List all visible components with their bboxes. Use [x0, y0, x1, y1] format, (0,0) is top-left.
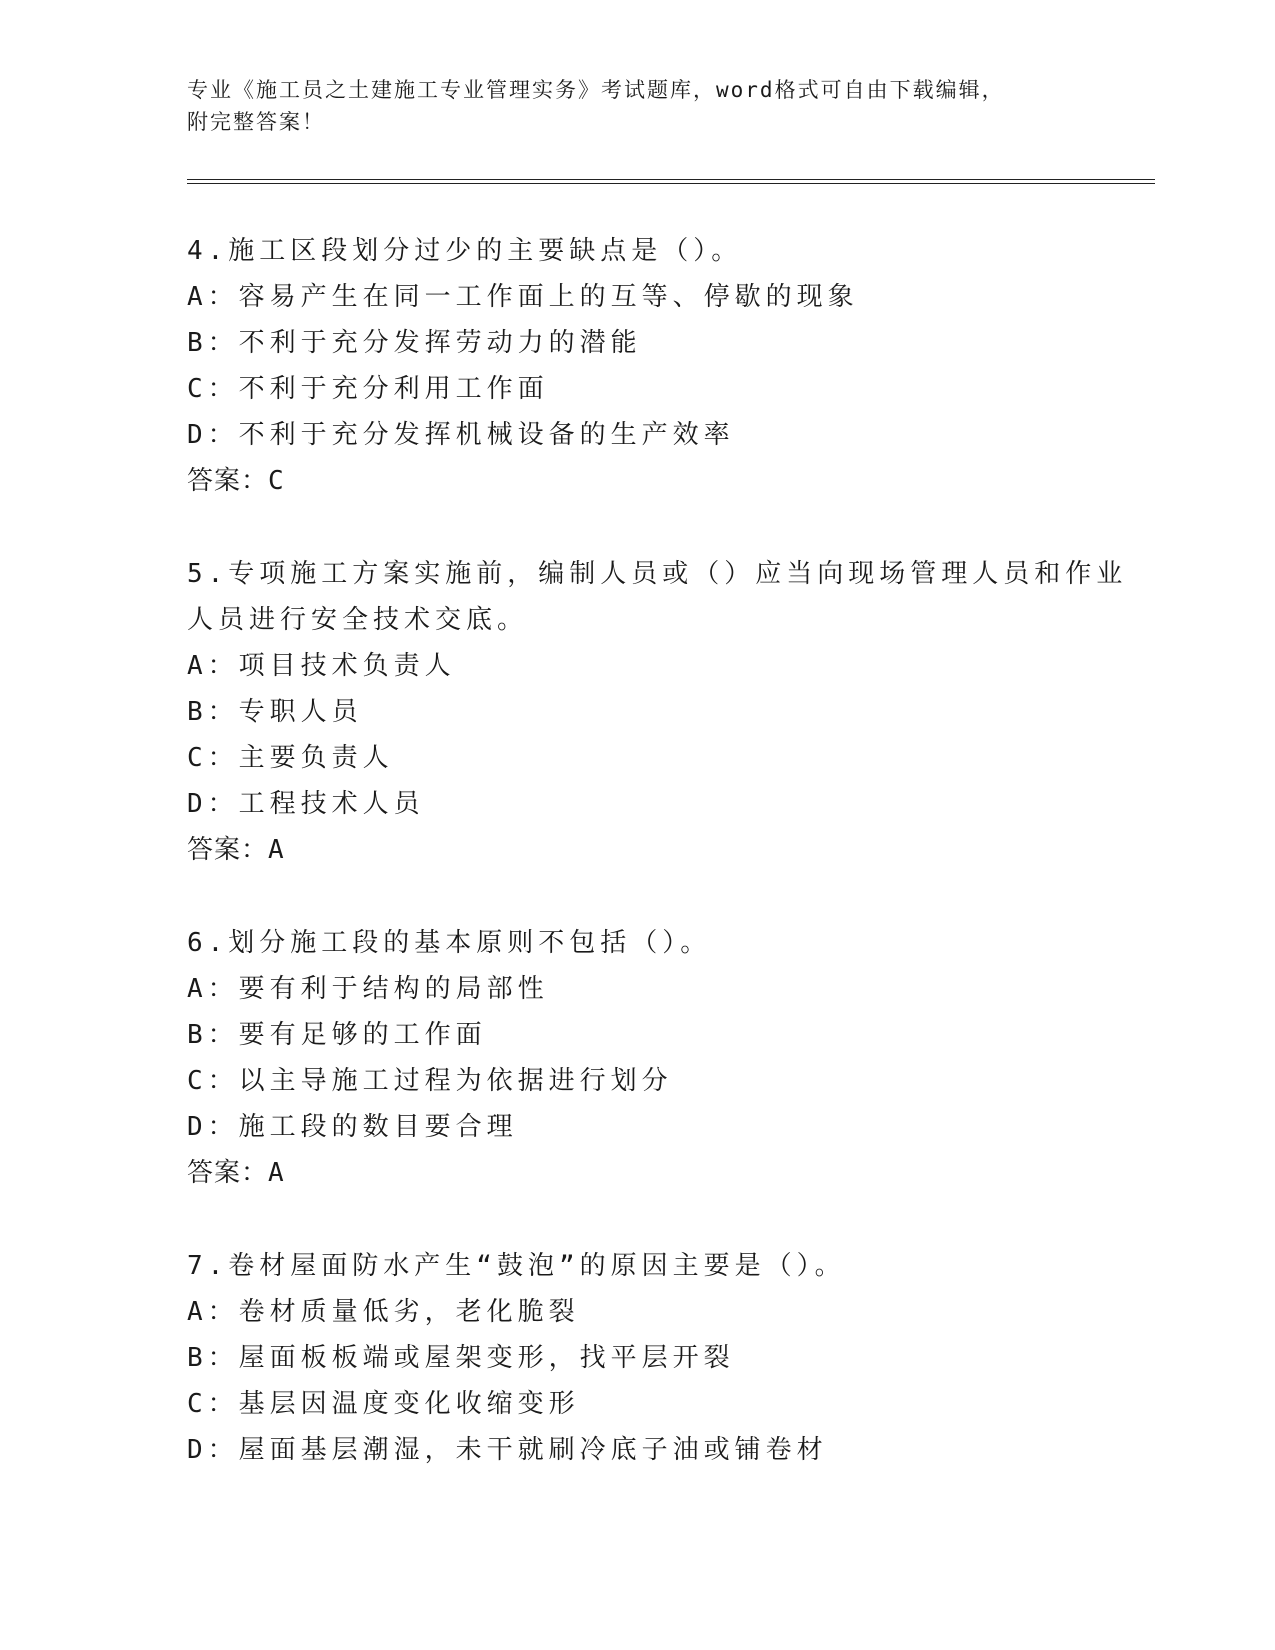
answer-value: C [268, 466, 285, 496]
answer-line [187, 827, 1087, 873]
header-divider-top [187, 179, 1155, 180]
option-c: C：以主导施工过程为依据进行划分 [187, 1066, 673, 1096]
document-header [187, 74, 1067, 138]
option-c: C：基层因温度变化收缩变形 [187, 1389, 580, 1419]
question-block-4 [187, 228, 1087, 504]
option-c: C：不利于充分利用工作面 [187, 374, 549, 404]
option-d: D：屋面基层潮湿，未干就刷冷底子油或铺卷材 [187, 1435, 828, 1465]
answer-value: A [268, 835, 285, 865]
answer-label: 答案： [187, 835, 269, 865]
question-block-5 [187, 551, 1128, 873]
option-a: A：项目技术负责人 [187, 651, 456, 681]
option-a: A：要有利于结构的局部性 [187, 974, 549, 1004]
question-stem: 4.施工区段划分过少的主要缺点是（）。 [187, 236, 743, 266]
question-stem: 5.专项施工方案实施前，编制人员或（）应当向现场管理人员和作业 [187, 559, 1128, 589]
option-d: D：施工段的数目要合理 [187, 1112, 518, 1142]
header-intro-line-2: 附完整答案！ [187, 110, 325, 134]
question-block-6 [187, 920, 1087, 1196]
option-d: D：不利于充分发挥机械设备的生产效率 [187, 420, 735, 450]
question-stem: 7.卷材屋面防水产生“鼓泡”的原因主要是（）。 [187, 1251, 846, 1281]
answer-line [187, 458, 1087, 504]
answer-label: 答案： [187, 466, 269, 496]
question-stem-continuation: 人员进行安全技术交底。 [187, 605, 529, 635]
question-block-7 [187, 1243, 1087, 1473]
option-d: D：工程技术人员 [187, 789, 425, 819]
header-divider-bottom [187, 183, 1155, 184]
option-a: A：卷材质量低劣，老化脆裂 [187, 1297, 580, 1327]
option-a: A：容易产生在同一工作面上的互等、停歇的现象 [187, 282, 859, 312]
option-b: B：要有足够的工作面 [187, 1020, 487, 1050]
question-stem: 6.划分施工段的基本原则不包括（）。 [187, 928, 712, 958]
answer-line [187, 1150, 1087, 1196]
header-intro-line-1: 专业《施工员之土建施工专业管理实务》考试题库，word格式可自由下载编辑， [187, 78, 1005, 102]
option-b: B：不利于充分发挥劳动力的潜能 [187, 328, 642, 358]
option-b: B：屋面板板端或屋架变形，找平层开裂 [187, 1343, 735, 1373]
option-c: C：主要负责人 [187, 743, 394, 773]
answer-value: A [268, 1158, 285, 1188]
option-b: B：专职人员 [187, 697, 363, 727]
answer-label: 答案： [187, 1158, 269, 1188]
